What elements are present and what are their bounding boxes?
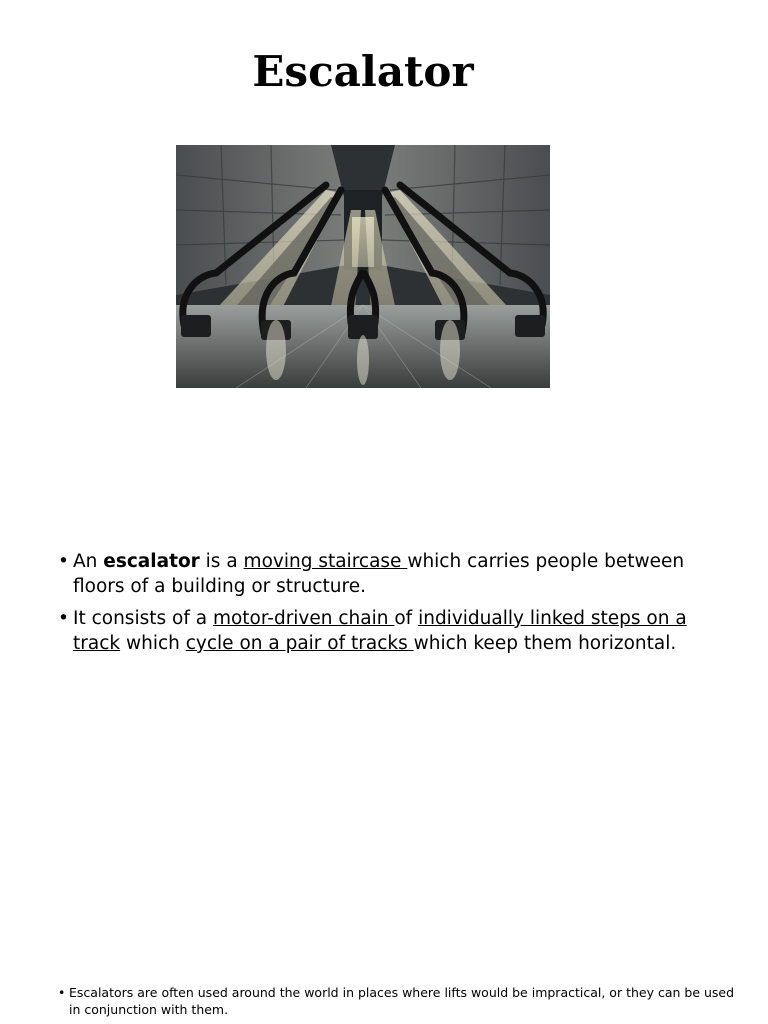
link-pair-of-tracks: cycle on a pair of tracks <box>185 633 414 654</box>
escalator-photo <box>176 145 550 388</box>
link-linked-steps: individually linked steps on a track <box>73 608 687 654</box>
bullet-mechanism: • It consists of a motor-driven chain of individually linked steps on a track which cycle on a pair of tracks which keep them horizontal. <box>58 606 718 656</box>
link-moving-staircase: moving staircase <box>243 551 408 572</box>
bullet-list <box>58 549 718 663</box>
footnote: • Escalators are often used around the world in places where lifts would be impractical, or they can be used in conjunction with them. <box>58 984 749 1018</box>
term-escalator: escalator <box>103 551 200 572</box>
link-motor-driven-chain: motor-driven chain <box>212 608 395 629</box>
bullet-definition: • An escalator is a moving staircase which carries people between floors of a building or structure. <box>58 549 718 599</box>
slide-title: Escalator <box>252 47 474 96</box>
